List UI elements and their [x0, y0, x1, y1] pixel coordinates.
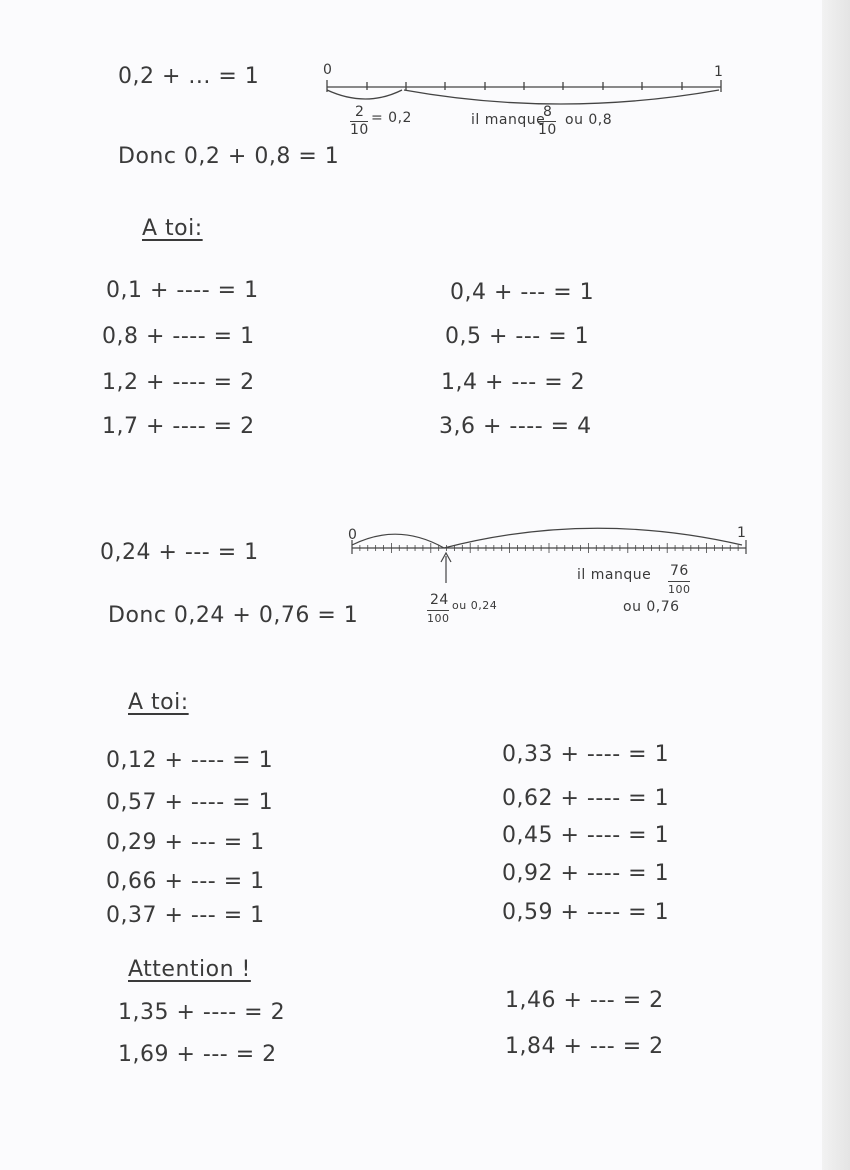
exercise2-left-3: 0,29 + --- = 1 [106, 830, 265, 855]
example1-conclusion: Donc 0,2 + 0,8 = 1 [118, 144, 340, 169]
example2-conclusion: Donc 0,24 + 0,76 = 1 [108, 603, 359, 628]
line1-missing-text: il manque [471, 112, 546, 128]
line1-part-decimal: = 0,2 [371, 110, 412, 126]
example2-equation: 0,24 + --- = 1 [100, 540, 259, 565]
exercise2-left-2: 0,57 + ---- = 1 [106, 790, 274, 815]
arc-missing [444, 528, 742, 548]
line2-missing-text: il manque [577, 567, 652, 583]
line1-missing-denominator: 10 [538, 122, 557, 138]
line1-end-label: 1 [714, 64, 724, 80]
attention-right-2: 1,84 + --- = 2 [505, 1034, 664, 1059]
line1-part-denominator: 10 [350, 122, 369, 138]
line2-start-label: 0 [348, 527, 358, 543]
exercise-left-4: 1,7 + ---- = 2 [102, 414, 255, 439]
line2-part-denominator: 100 [427, 612, 450, 625]
example1-equation: 0,2 + ... = 1 [118, 64, 260, 89]
exercise2-right-1: 0,33 + ---- = 1 [502, 742, 670, 767]
attention-right-1: 1,46 + --- = 2 [505, 988, 664, 1013]
number-line-tenths [327, 80, 721, 104]
line2-part-alt: ou 0,24 [452, 599, 498, 612]
exercise-right-2: 0,5 + --- = 1 [445, 324, 590, 349]
line2-missing-denominator: 100 [668, 583, 691, 596]
exercise2-left-1: 0,12 + ---- = 1 [106, 748, 274, 773]
exercise2-left-5: 0,37 + --- = 1 [106, 903, 265, 928]
line2-missing-numerator: 76 [670, 563, 689, 579]
exercise2-right-4: 0,92 + ---- = 1 [502, 861, 670, 886]
line2-end-label: 1 [737, 525, 747, 541]
exercise-right-3: 1,4 + --- = 2 [441, 370, 586, 395]
brace-missing [404, 90, 719, 104]
section2-title: A toi: [128, 690, 189, 715]
fraction-bar [427, 610, 449, 611]
attention-left-1: 1,35 + ---- = 2 [118, 1000, 286, 1025]
line2-missing-alt: ou 0,76 [623, 599, 680, 615]
exercise2-right-3: 0,45 + ---- = 1 [502, 823, 670, 848]
line1-missing-numerator: 8 [543, 104, 553, 120]
line1-start-label: 0 [323, 62, 333, 78]
attention-left-2: 1,69 + --- = 2 [118, 1042, 277, 1067]
fraction-bar [668, 581, 690, 582]
exercise-right-4: 3,6 + ---- = 4 [439, 414, 592, 439]
attention-title: Attention ! [128, 957, 251, 982]
exercise-left-3: 1,2 + ---- = 2 [102, 370, 255, 395]
line2-part-numerator: 24 [430, 592, 449, 608]
exercise2-right-5: 0,59 + ---- = 1 [502, 900, 670, 925]
line1-missing-alt: ou 0,8 [565, 112, 613, 128]
arc-part [352, 534, 444, 548]
exercise2-left-4: 0,66 + --- = 1 [106, 869, 265, 894]
exercise-right-1: 0,4 + --- = 1 [450, 280, 595, 305]
brace-part [327, 90, 402, 99]
section1-title: A toi: [142, 216, 203, 241]
exercise-left-1: 0,1 + ---- = 1 [106, 278, 259, 303]
exercise-left-2: 0,8 + ---- = 1 [102, 324, 255, 349]
line1-part-numerator: 2 [355, 104, 365, 120]
exercise2-right-2: 0,62 + ---- = 1 [502, 786, 670, 811]
